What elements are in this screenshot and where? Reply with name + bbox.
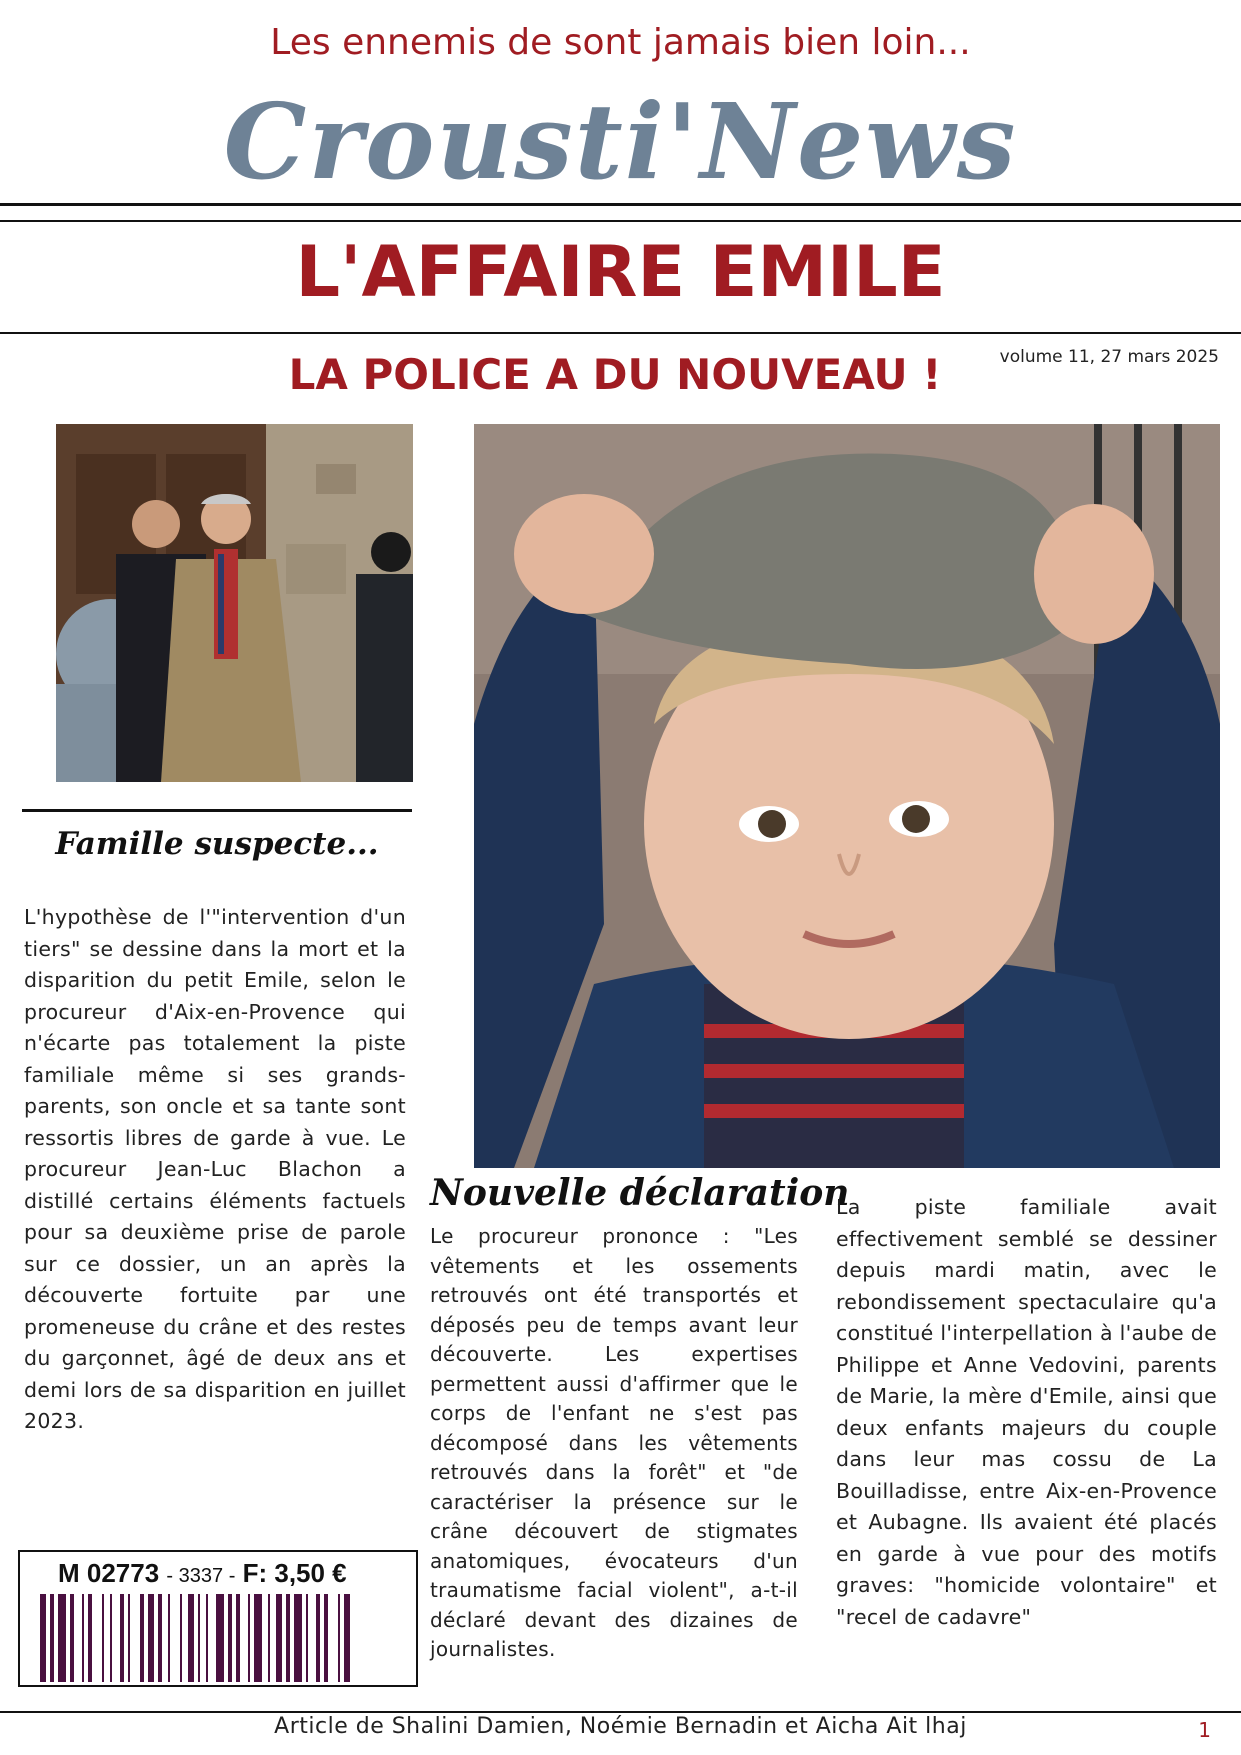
headline-rule bbox=[0, 332, 1241, 334]
byline: Article de Shalini Damien, Noémie Bernadin et Aicha Ait lhaj bbox=[274, 1714, 967, 1739]
barcode-bar bbox=[338, 1594, 340, 1682]
barcode-number: - 3337 - bbox=[166, 1565, 236, 1587]
barcode-bar bbox=[236, 1594, 240, 1682]
headline: L'AFFAIRE EMILE bbox=[295, 231, 946, 313]
barcode-bar bbox=[216, 1594, 224, 1682]
barcode-bar bbox=[248, 1594, 250, 1682]
barcode-bar bbox=[180, 1594, 182, 1682]
page-number: 1 bbox=[1198, 1718, 1211, 1742]
barcode-bar bbox=[148, 1594, 154, 1682]
barcode-bar bbox=[102, 1594, 104, 1682]
barcode-bar bbox=[198, 1594, 200, 1682]
barcode-code: M 02773 bbox=[58, 1558, 160, 1588]
barcode-bar bbox=[228, 1594, 232, 1682]
barcode-bar bbox=[140, 1594, 144, 1682]
barcode-bar bbox=[82, 1594, 84, 1682]
section1-rule bbox=[22, 809, 412, 812]
barcode-bar bbox=[70, 1594, 74, 1682]
photo-officials bbox=[56, 424, 413, 782]
barcode-bar bbox=[120, 1594, 124, 1682]
section1-title: Famille suspecte... bbox=[55, 826, 379, 862]
barcode-bar bbox=[206, 1594, 208, 1682]
barcode-bar bbox=[158, 1594, 162, 1682]
barcode-bar bbox=[286, 1594, 290, 1682]
photo-child bbox=[474, 424, 1220, 1168]
tagline: Les ennemis de sont jamais bien loin... bbox=[270, 22, 971, 63]
barcode-bar bbox=[168, 1594, 170, 1682]
barcode-bar bbox=[88, 1594, 92, 1682]
barcode-bar bbox=[294, 1594, 302, 1682]
barcode-text bbox=[58, 1558, 347, 1589]
barcode-bar bbox=[276, 1594, 282, 1682]
barcode-bar bbox=[110, 1594, 112, 1682]
barcode-bar bbox=[268, 1594, 270, 1682]
subheadline: LA POLICE A DU NOUVEAU ! bbox=[288, 350, 942, 399]
barcode-bar bbox=[128, 1594, 130, 1682]
barcode-bar bbox=[58, 1594, 66, 1682]
masthead-rule-bottom bbox=[0, 220, 1241, 222]
barcode-bar bbox=[40, 1594, 46, 1682]
section2-body: Le procureur prononce : "Les vêtements et les ossements retrouvés ont été transportés et déposés peu de temps avant leur découverte. Les expertises permettent aussi d'affirmer que le corps de l'enfant ne s'est pas décomposé dans les vêtements retrouvés dans la forêt" et "de caractériser la présence sur le crâne découvert de stigmates anatomiques, évocateurs d'un traumatisme facial violent", a-t-il déclaré devant des dizaines de journalistes. bbox=[430, 1224, 798, 1661]
barcode-bar bbox=[344, 1594, 350, 1682]
barcode-bar bbox=[50, 1594, 54, 1682]
masthead-rule-top bbox=[0, 203, 1241, 206]
barcode bbox=[18, 1550, 418, 1687]
barcode-price: F: 3,50 € bbox=[242, 1558, 347, 1588]
barcode-bar bbox=[254, 1594, 262, 1682]
section1-body: L'hypothèse de l'"intervention d'un tiers" se dessine dans la mort et la disparition du petit Emile, selon le procureur d'Aix-en-Provence qui n'écarte pas totalement la piste familiale même si ses grands-parents, son oncle et sa tante sont ressortis libres de garde à vue. Le procureur Jean-Luc Blachon a distillé certains éléments factuels pour sa deuxième prise de parole sur ce dossier, un an après la découverte fortuite par une promeneuse du crâne et des restes du garçonnet, âgé de deux ans et demi lors de sa disparition en juillet 2023. bbox=[24, 905, 406, 1433]
footer-rule bbox=[0, 1711, 1241, 1713]
barcode-bar bbox=[316, 1594, 320, 1682]
masthead: Crousti'News bbox=[223, 80, 1018, 203]
barcode-bar bbox=[324, 1594, 328, 1682]
barcode-bar bbox=[306, 1594, 308, 1682]
barcode-bar bbox=[188, 1594, 194, 1682]
section3-body: La piste familiale avait effectivement semblé se dessiner depuis mardi matin, avec le rebondissement spectaculaire qu'a constitué l'interpellation à l'aube de Philippe et Anne Vedovini, parents de Marie, la mère d'Emile, ainsi que deux enfants majeurs du couple dans leur mas cossu de La Bouilladisse, entre Aix-en-Provence et Aubagne. Ils avaient été placés en garde à vue pour des motifs graves: "homicide volontaire" et "recel de cadavre" bbox=[836, 1195, 1217, 1629]
section2-title: Nouvelle déclaration bbox=[430, 1172, 850, 1214]
barcode-bars bbox=[40, 1594, 415, 1682]
issue-info: volume 11, 27 mars 2025 bbox=[999, 347, 1219, 367]
